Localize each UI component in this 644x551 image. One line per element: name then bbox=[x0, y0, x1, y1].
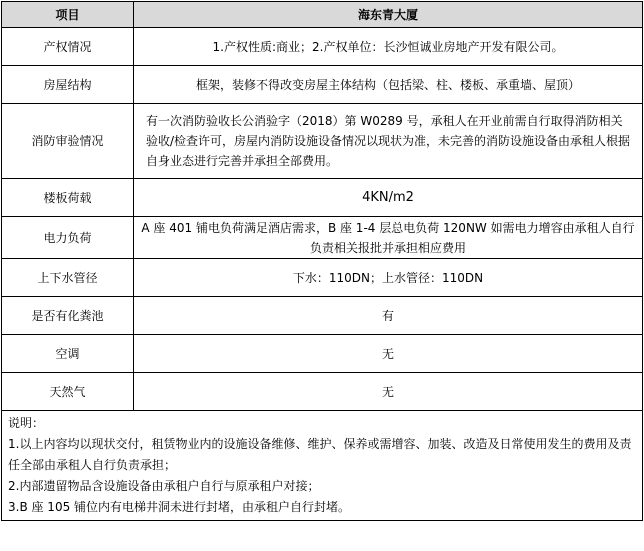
notes-cell bbox=[2, 411, 643, 521]
header-item-label: 项目 bbox=[2, 2, 134, 28]
row-label: 产权情况 bbox=[2, 28, 134, 66]
table-row-fire-inspection bbox=[2, 104, 643, 179]
table-header-row bbox=[2, 2, 643, 28]
row-value: 框架，装修不得改变房屋主体结构（包括梁、柱、楼板、承重墙、屋顶） bbox=[134, 66, 643, 104]
table-row-power-load bbox=[2, 217, 643, 259]
row-label: 天然气 bbox=[2, 373, 134, 411]
table-row-ownership bbox=[2, 28, 643, 66]
row-value: A 座 401 铺电负荷满足酒店需求，B 座 1-4 层总电负荷 120NW 如需电力增容由承租人自行负责相关报批并承担相应费用 bbox=[134, 217, 643, 259]
table-row-structure bbox=[2, 66, 643, 104]
header-building-name: 海东青大厦 bbox=[134, 2, 643, 28]
row-label: 楼板荷载 bbox=[2, 179, 134, 217]
notes-item: 1.以上内容均以现状交付，租赁物业内的设施设备维修、维护、保养或需增容、加装、改造及日常使用发生的费用及责任全部由承租人自行负责承担； bbox=[8, 437, 632, 472]
notes-item: 2.内部遗留物品含设施设备由承租户自行与原承租户对接； bbox=[8, 479, 320, 493]
row-value: 有一次消防验收长公消验字（2018）第 W0289 号，承租人在开业前需自行取得消防相关验收/检查许可，房屋内消防设施设备情况以现状为准，未完善的消防设施设备由承租人根据自身业态进行完善并承担全部费用。 bbox=[134, 104, 643, 179]
row-label: 房屋结构 bbox=[2, 66, 134, 104]
row-value: 无 bbox=[134, 373, 643, 411]
property-info-table bbox=[1, 1, 643, 521]
notes-title: 说明： bbox=[8, 416, 45, 430]
row-label: 是否有化粪池 bbox=[2, 297, 134, 335]
table-row-septic-tank bbox=[2, 297, 643, 335]
table-row-pipe-diameter bbox=[2, 259, 643, 297]
row-value: 1.产权性质:商业；2.产权单位：长沙恒诚业房地产开发有限公司。 bbox=[134, 28, 643, 66]
row-value: 无 bbox=[134, 335, 643, 373]
row-value: 下水：110DN；上水管径：110DN bbox=[134, 259, 643, 297]
row-label: 上下水管径 bbox=[2, 259, 134, 297]
row-value: 有 bbox=[134, 297, 643, 335]
table-row-natural-gas bbox=[2, 373, 643, 411]
row-label: 消防审验情况 bbox=[2, 104, 134, 179]
table-row-floor-load bbox=[2, 179, 643, 217]
table-row-air-conditioning bbox=[2, 335, 643, 373]
row-label: 空调 bbox=[2, 335, 134, 373]
notes-item: 3.B 座 105 铺位内有电梯井洞未进行封堵，由承租户自行封堵。 bbox=[8, 500, 351, 514]
row-value: 4KN/m2 bbox=[134, 179, 643, 217]
table-row-notes bbox=[2, 411, 643, 521]
row-label: 电力负荷 bbox=[2, 217, 134, 259]
